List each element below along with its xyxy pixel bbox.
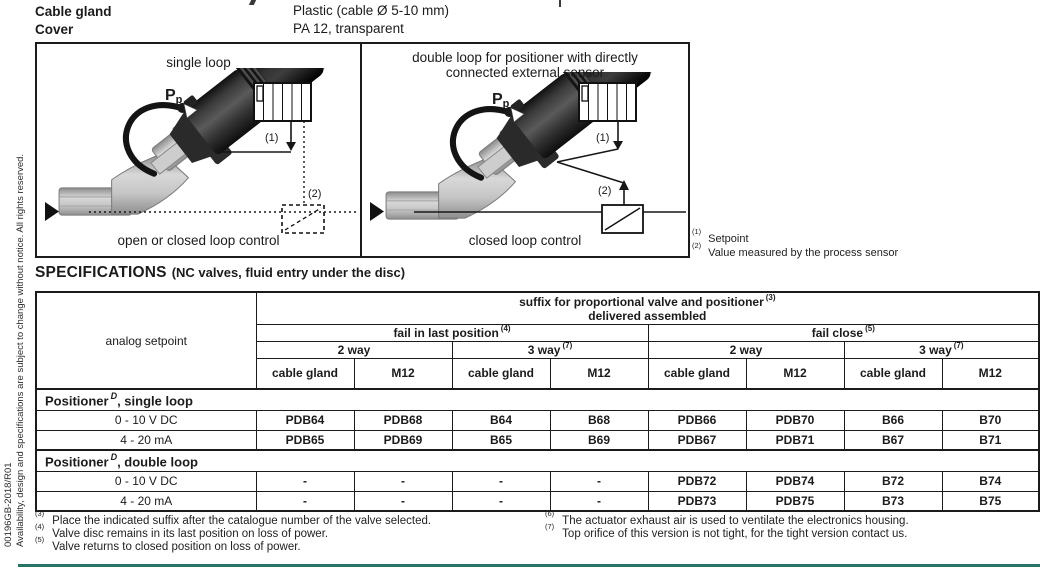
table-row	[36, 491, 1039, 511]
footnote: $^{(7)}$Top orifice of this version is not tight, for the tight version contact us.	[545, 522, 908, 540]
conn-header-cell: cable gland	[844, 358, 942, 389]
legend-item: $^{(2)}$Value measured by the process sensor	[692, 241, 899, 259]
spec-value-cell: -	[256, 471, 354, 491]
conn-header-cell: M12	[746, 358, 844, 389]
row-label-cell: 0 - 10 V DC	[36, 471, 256, 491]
pilot-pressure-label: Pp	[165, 87, 183, 106]
row-label-cell: 4 - 20 mA	[36, 430, 256, 450]
loop-diagram-box	[35, 42, 690, 258]
specifications-table	[35, 291, 1040, 512]
setpoint-ref: (1)	[265, 132, 279, 144]
panel-title: single loop	[166, 55, 231, 70]
way-header-cell: 2 way	[648, 341, 844, 358]
corner-cell: analog setpoint	[36, 292, 256, 389]
spec-value-cell: B67	[844, 430, 942, 450]
double-loop-panel	[362, 44, 688, 256]
spec-value-cell: -	[550, 471, 648, 491]
section-title-cell: Positioner $^D$, single loop	[36, 389, 1039, 410]
setpoint-ref: (1)	[596, 132, 610, 144]
down-arrowhead-icon	[286, 142, 296, 151]
way-header-cell: 3 way $^{(7)}$	[844, 341, 1039, 358]
row-label-cell: 4 - 20 mA	[36, 491, 256, 511]
footer-accent-line	[18, 564, 1040, 567]
spec-value-cell: PDB71	[746, 430, 844, 450]
suffix-header-cell: suffix for proportional valve and positioner $^{(3)}$ delivered assembled	[256, 292, 1039, 324]
spec-value-cell: B71	[942, 430, 1039, 450]
down-arrowhead-icon	[613, 141, 623, 150]
spec-value-cell: PDB72	[648, 471, 746, 491]
table-row	[36, 471, 1039, 491]
sensor-ref: (2)	[308, 188, 322, 200]
way-header-cell: 2 way	[256, 341, 452, 358]
way-header-cell: 3 way $^{(7)}$	[452, 341, 648, 358]
spec-value-cell: B72	[844, 471, 942, 491]
property-label: Cable gland	[35, 4, 112, 19]
process-sensor-symbol	[282, 205, 324, 233]
side-vertical-text	[3, 154, 27, 547]
plc-module-icon	[579, 83, 636, 121]
spec-value-cell: -	[452, 491, 550, 511]
flow-arrow-icon	[45, 202, 59, 221]
footnote: $^{(6)}$The actuator exhaust air is used to ventilate the electronics housing.	[545, 509, 909, 527]
spec-value-cell: B70	[942, 410, 1039, 430]
property-value: PA 12, transparent	[293, 21, 404, 36]
spec-value-cell: PDB74	[746, 471, 844, 491]
row-label-cell: 0 - 10 V DC	[36, 410, 256, 430]
spec-value-cell: B68	[550, 410, 648, 430]
spec-value-cell: B74	[942, 471, 1039, 491]
panel-title: double loop for positioner with directly connected external sensor	[412, 50, 638, 80]
flow-arrow-icon	[370, 202, 384, 221]
fail-close-header-cell: fail close $^{(5)}$	[648, 324, 1039, 341]
property-value: Plastic (cable Ø 5-10 mm)	[293, 3, 450, 18]
spec-value-cell: B75	[942, 491, 1039, 511]
fail-last-header-cell: fail in last position $^{(4)}$	[256, 324, 648, 341]
plc-module-icon	[254, 83, 311, 121]
single-loop-panel	[37, 44, 360, 256]
legend-item: $^{(1)}$Setpoint	[692, 227, 749, 245]
property-label: Cover	[35, 22, 74, 37]
spec-value-cell: PDB70	[746, 410, 844, 430]
specifications-heading: SPECIFICATIONS (NC valves, fluid entry under the disc)	[35, 264, 406, 281]
page-crop-remnant	[249, 0, 256, 5]
page-crop-remnant	[559, 0, 561, 7]
spec-value-cell: PDB66	[648, 410, 746, 430]
spec-value-cell: -	[452, 471, 550, 491]
spec-value-cell: PDB67	[648, 430, 746, 450]
spec-value-cell: -	[550, 491, 648, 511]
spec-value-cell: PDB68	[354, 410, 452, 430]
conn-header-cell: M12	[942, 358, 1039, 389]
doc-code: 00196GB-2018/R01	[3, 462, 14, 547]
conn-header-cell: M12	[550, 358, 648, 389]
pilot-pressure-label: Pp	[492, 91, 510, 110]
legal-note: Availability, design and specifications are subject to change without notice. All rights reserved.	[15, 153, 26, 547]
conn-header-cell: M12	[354, 358, 452, 389]
spec-value-cell: B64	[452, 410, 550, 430]
spec-value-cell: PDB69	[354, 430, 452, 450]
spec-value-cell: -	[256, 491, 354, 511]
spec-value-cell: B65	[452, 430, 550, 450]
footnote: $^{(4)}$Valve disc remains in its last position on loss of power.	[35, 522, 329, 540]
panel-caption: open or closed loop control	[117, 233, 280, 248]
process-sensor-symbol	[602, 205, 643, 233]
conn-header-cell: cable gland	[452, 358, 550, 389]
section-title-cell: Positioner $^D$, double loop	[36, 450, 1039, 471]
spec-value-cell: PDB73	[648, 491, 746, 511]
spec-value-cell: -	[354, 491, 452, 511]
spec-value-cell: B73	[844, 491, 942, 511]
panel-caption: closed loop control	[468, 233, 582, 248]
table-row	[36, 430, 1039, 450]
property-row	[35, 3, 112, 21]
spec-value-cell: PDB75	[746, 491, 844, 511]
conn-header-cell: cable gland	[648, 358, 746, 389]
table-row	[36, 410, 1039, 430]
footnote: $^{(3)}$Place the indicated suffix after the catalogue number of the valve selected.	[35, 509, 432, 527]
conn-header-cell: cable gland	[256, 358, 354, 389]
spec-value-cell: PDB65	[256, 430, 354, 450]
property-row	[35, 21, 73, 39]
sensor-ref: (2)	[598, 185, 612, 197]
spec-value-cell: PDB64	[256, 410, 354, 430]
spec-value-cell: -	[354, 471, 452, 491]
spec-value-cell: B69	[550, 430, 648, 450]
spec-value-cell: B66	[844, 410, 942, 430]
footnote: $^{(5)}$Valve returns to closed position on loss of power.	[35, 535, 301, 553]
single-loop-schematic	[37, 44, 360, 256]
